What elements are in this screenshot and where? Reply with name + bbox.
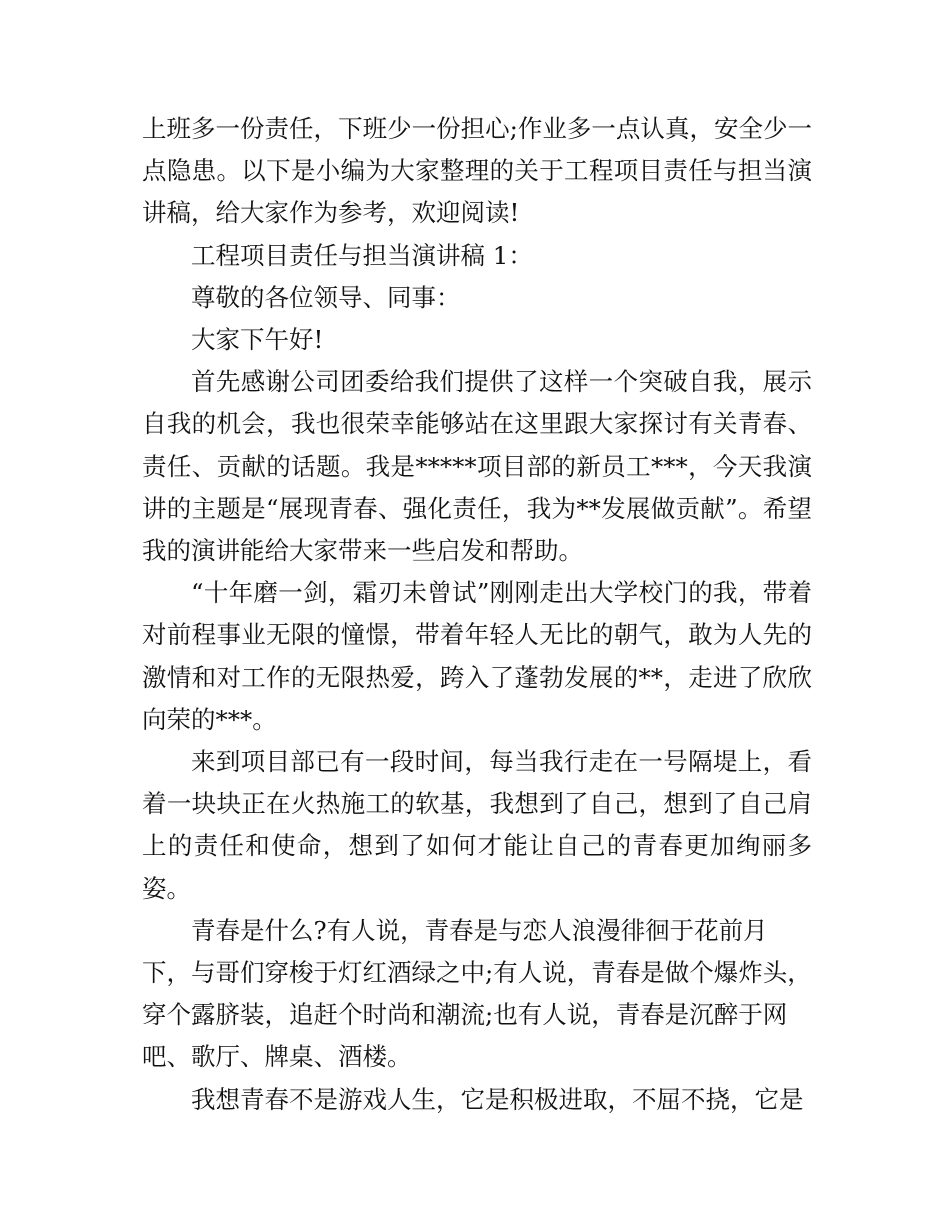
- salutation: 尊敬的各位领导、同事：: [191, 282, 461, 312]
- body-paragraph-quote: “十年磨一剑，霜刃未曾试”刚刚走出大学校门的我，带着对前程事业无限的憧憬，带着年轻人无比的朝气，敢为人先的激情和对工作的无限热爱，跨入了蓬勃发展的**，走进了欣欣向荣的***。: [142, 578, 812, 734]
- body-paragraph-thanks: 首先感谢公司团委给我们提供了这样一个突破自我，展示自我的机会，我也很荣幸能够站在这里跟大家探讨有关青春、责任、贡献的话题。我是*****项目部的新员工***，今天我演讲的主题是“展现青春、强化责任，我为**发展做贡献”。希望我的演讲能给大家带来一些启发和帮助。: [142, 367, 812, 566]
- body-paragraph-youth-answer: 我想青春不是游戏人生，它是积极进取，不屈不挠，它是: [191, 1084, 804, 1114]
- body-paragraph-project: 来到项目部已有一段时间，每当我行走在一号隔堤上，看着一块块正在火热施工的软基，我想到了自己，想到了自己肩上的责任和使命，想到了如何才能让自己的青春更加绚丽多姿。: [142, 747, 812, 903]
- greeting: 大家下午好!: [191, 325, 324, 355]
- body-paragraph-youth-question: 青春是什么?有人说，青春是与恋人浪漫徘徊于花前月下，与哥们穿梭于灯红酒绿之中;有人说，青春是做个爆炸头，穿个露脐装，追赶个时尚和潮流;也有人说，青春是沉醉于网吧、歌厅、牌桌、酒楼。: [142, 915, 812, 1072]
- document-page: [142, 108, 812, 1121]
- intro-paragraph: 上班多一份责任，下班少一份担心;作业多一点认真，安全少一点隐患。以下是小编为大家整理的关于工程项目责任与担当演讲稿，给大家作为参考，欢迎阅读!: [142, 114, 812, 228]
- speech-title: 工程项目责任与担当演讲稿 1：: [191, 240, 533, 270]
